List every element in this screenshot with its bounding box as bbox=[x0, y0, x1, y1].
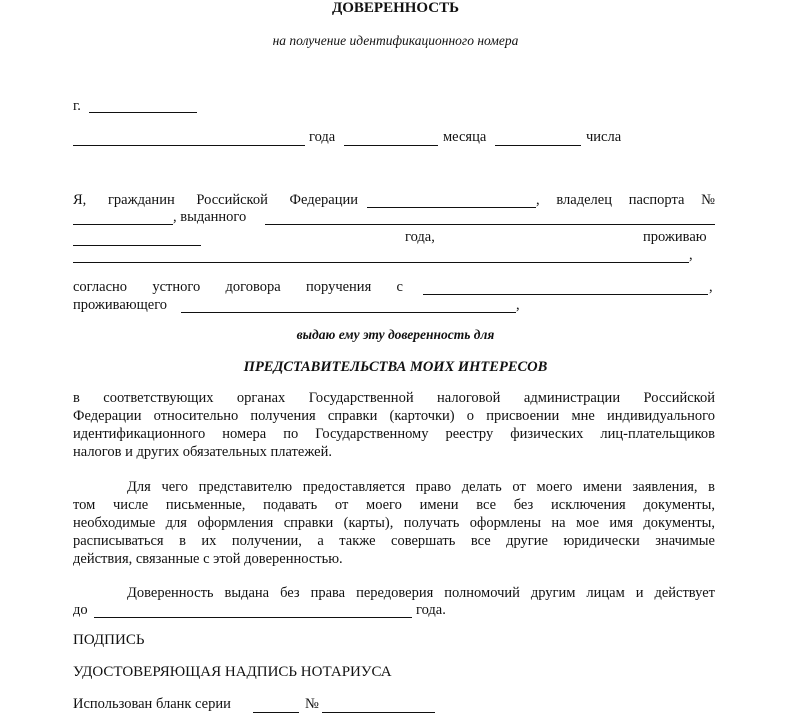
passport-label: , владелец паспорта № bbox=[536, 192, 715, 208]
agreement-text: согласно устного договора поручения с bbox=[73, 279, 403, 295]
validity-date-blank[interactable] bbox=[94, 617, 412, 618]
city-label: г. bbox=[73, 98, 81, 114]
month-word: месяца bbox=[443, 129, 487, 145]
address-comma: , bbox=[689, 247, 693, 263]
validity-until-label: до bbox=[73, 602, 88, 618]
citizen-name-blank[interactable] bbox=[367, 207, 536, 208]
form-series-blank[interactable] bbox=[253, 712, 299, 713]
attorney-comma: , bbox=[709, 279, 713, 295]
month-blank[interactable] bbox=[344, 145, 438, 146]
address-blank[interactable] bbox=[73, 262, 689, 263]
attorney-address-blank[interactable] bbox=[181, 312, 516, 313]
para1-line: Федерации относительно получения справки (карточки) о присвоении мне индивидуального bbox=[73, 408, 715, 424]
issued-label: , выданного bbox=[173, 209, 247, 225]
grant-phrase: выдаю ему эту доверенность для bbox=[296, 327, 495, 342]
para1-line: в соответствующих органах Государственной налоговой администрации Российской bbox=[73, 390, 715, 406]
para2-line: расписываться в их получении, а также совершать все другие юридически значимые bbox=[73, 533, 715, 549]
residence-label: проживаю bbox=[643, 229, 707, 245]
para2-line: Для чего представителю предоставляется право делать от моего имени заявления, в bbox=[127, 479, 715, 495]
grantor-intro: Я, гражданин Российской Федерации bbox=[73, 192, 358, 208]
notary-label: УДОСТОВЕРЯЮЩАЯ НАДПИСЬ НОТАРИУСА bbox=[73, 664, 392, 680]
para1-line: налогов и других обязательных платежей. bbox=[73, 444, 332, 460]
attorney-residing-label: проживающего bbox=[73, 297, 168, 313]
year-blank[interactable] bbox=[73, 145, 305, 146]
day-word: числа bbox=[586, 129, 622, 145]
para2-line: том числе письменные, подавать от моего имени все без исключения документы, bbox=[73, 497, 715, 513]
document-subtitle: на получение идентификационного номера bbox=[272, 33, 519, 48]
document-title: ДОВЕРЕННОСТЬ bbox=[331, 0, 460, 16]
validity-year-word: года. bbox=[416, 602, 446, 618]
form-number-sign: № bbox=[305, 696, 319, 712]
para2-line: необходимые для оформления справки (карты), получать оформлены на мое имя документы, bbox=[73, 515, 715, 531]
passport-number-blank[interactable] bbox=[73, 224, 173, 225]
attorney-name-blank[interactable] bbox=[423, 294, 708, 295]
attorney-address-comma: , bbox=[516, 297, 520, 313]
city-blank[interactable] bbox=[89, 112, 197, 113]
issue-date-blank[interactable] bbox=[73, 245, 201, 246]
day-blank[interactable] bbox=[495, 145, 581, 146]
form-series-label: Использован бланк серии bbox=[73, 696, 231, 712]
para2-line: действия, связанные с этой доверенностью. bbox=[73, 551, 343, 567]
issue-year-word: года, bbox=[405, 229, 435, 245]
issued-by-blank[interactable] bbox=[265, 224, 715, 225]
para1-line: идентификационного номера по Государственному реестру физических лиц-плательщиков bbox=[73, 426, 715, 442]
year-word: года bbox=[309, 129, 336, 145]
section-title: ПРЕДСТАВИТЕЛЬСТВА МОИХ ИНТЕРЕСОВ bbox=[243, 359, 548, 375]
validity-text: Доверенность выдана без права передоверия полномочий другим лицам и действует bbox=[127, 585, 715, 601]
signature-label: ПОДПИСЬ bbox=[73, 632, 145, 648]
form-number-blank[interactable] bbox=[322, 712, 435, 713]
